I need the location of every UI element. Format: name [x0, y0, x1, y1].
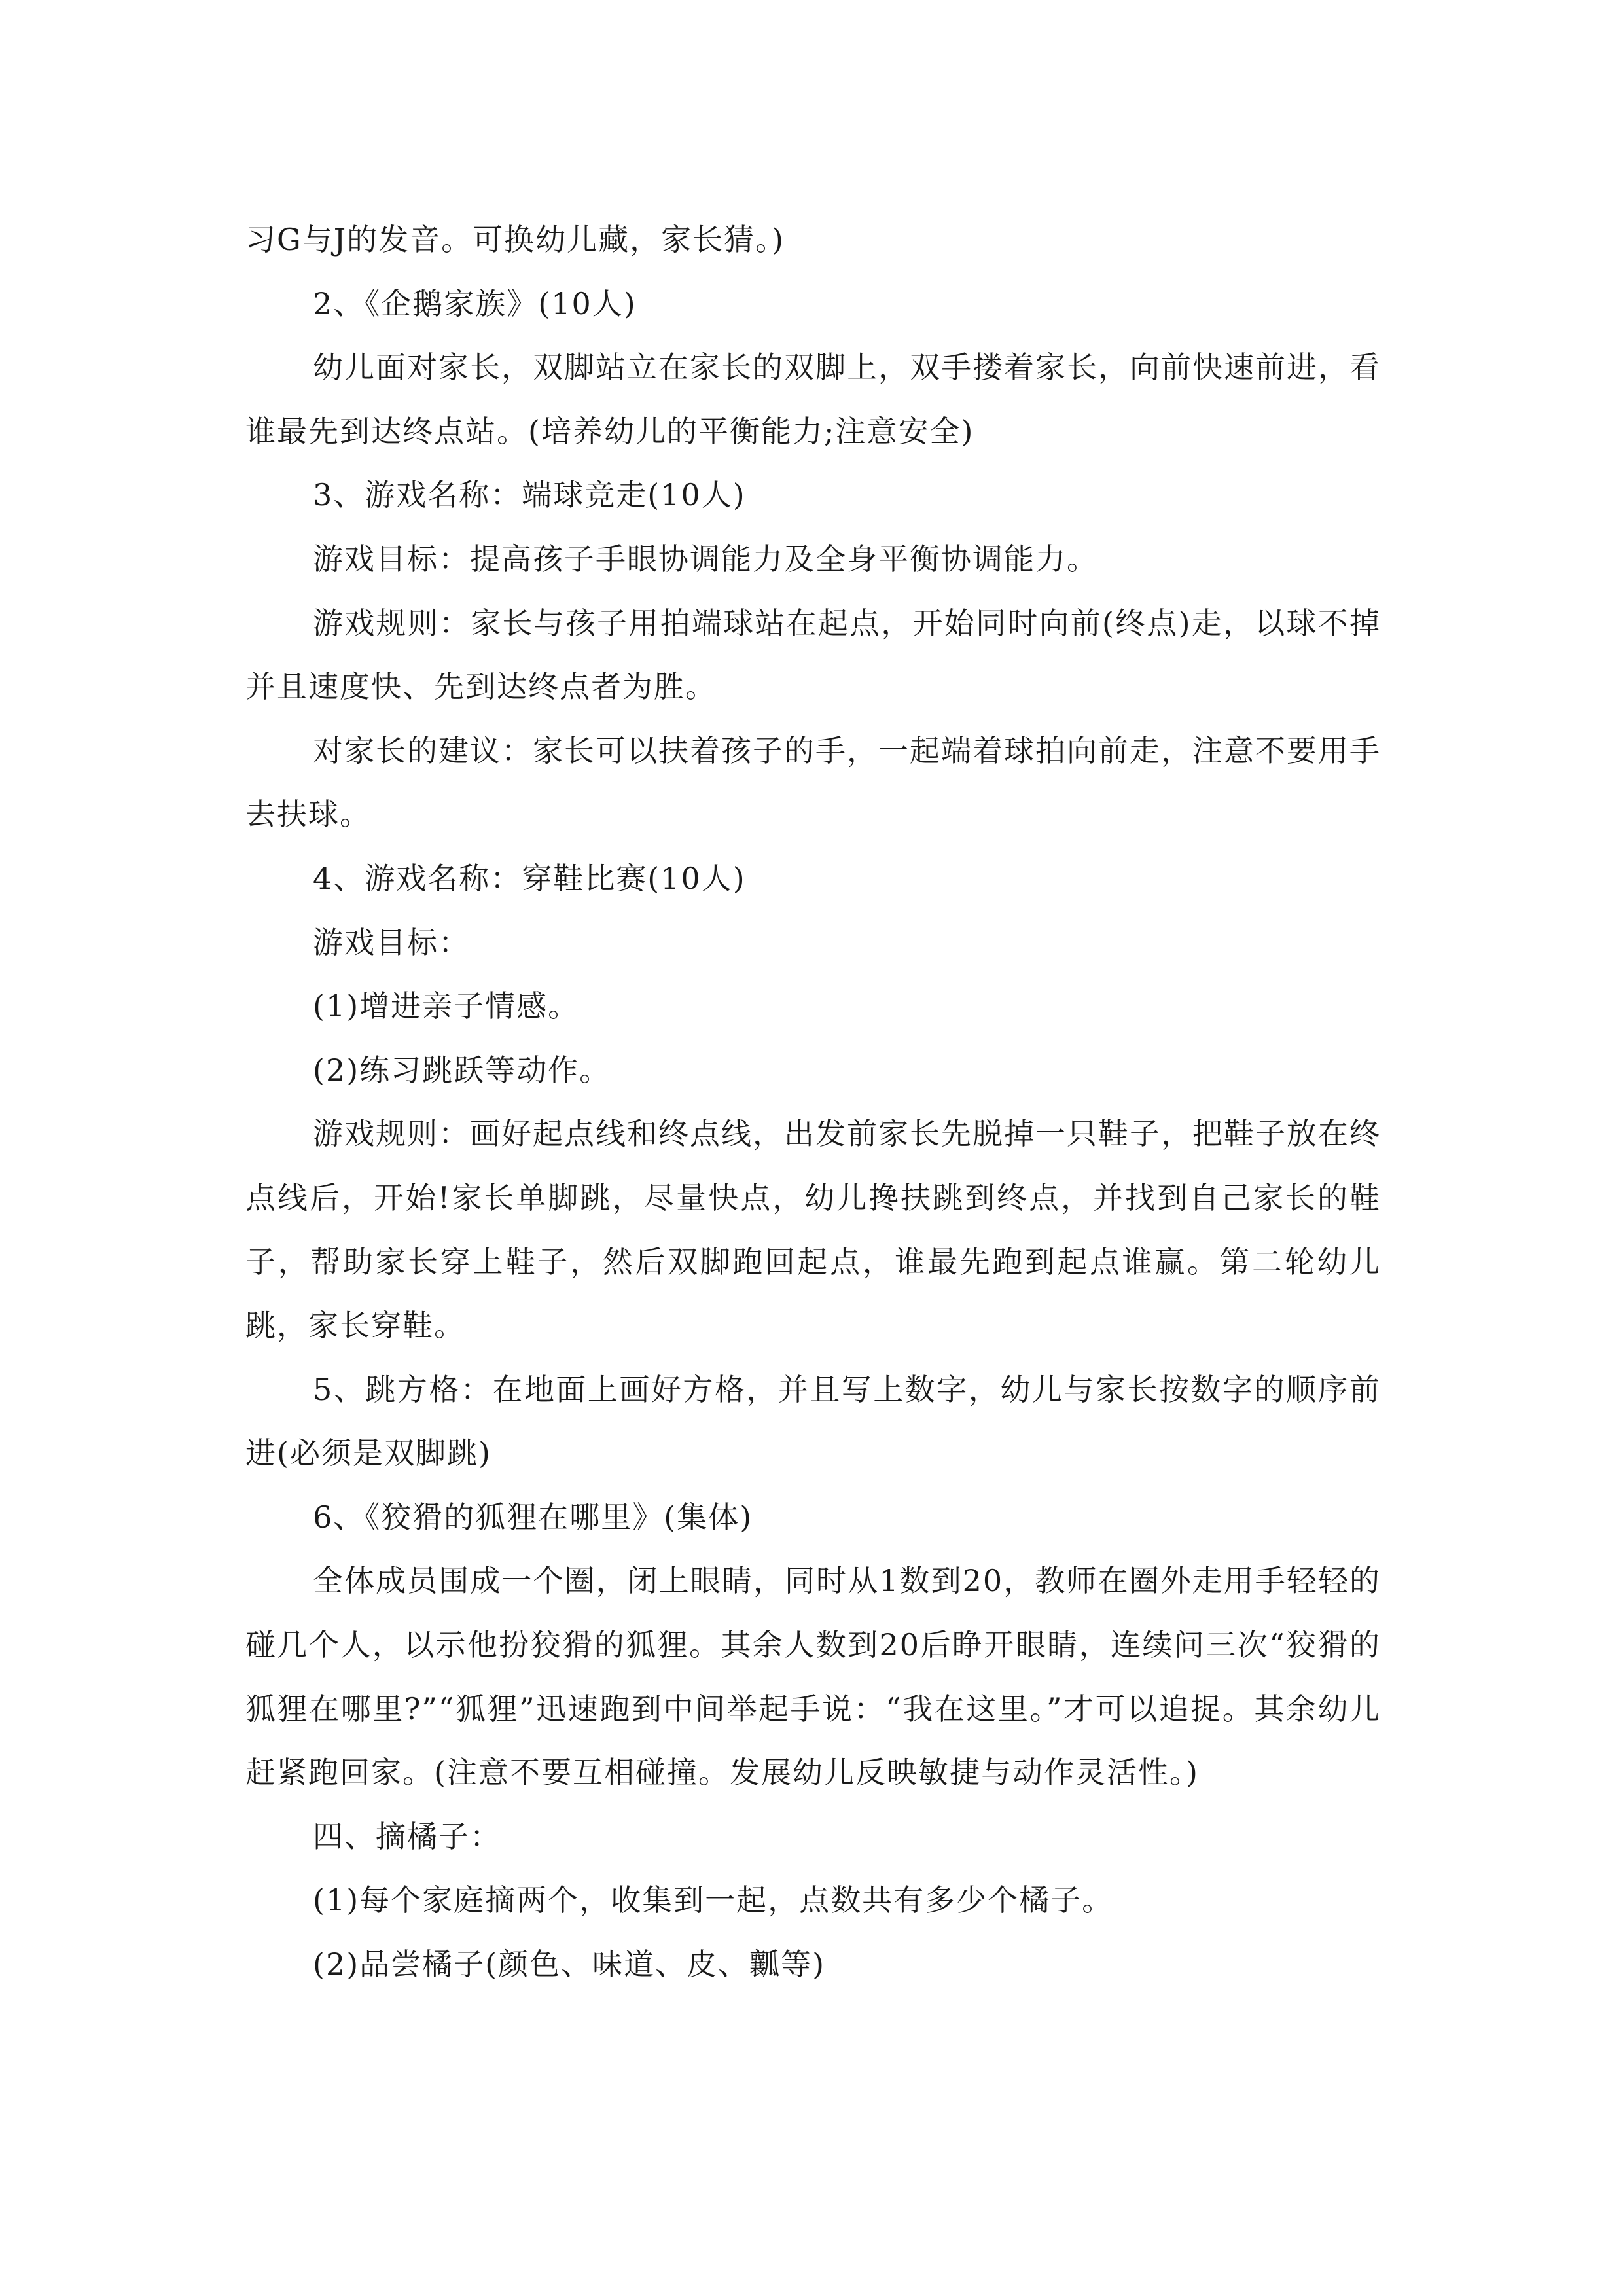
game-6-description: 全体成员围成一个圈，闭上眼睛，同时从1数到20，教师在圈外走用手轻轻的碰几个人，以示他扮狡猾的狐狸。其余人数到20后睁开眼睛，连续问三次“狡猾的狐狸在哪里?”“狐狸”迅速跑到中间举起手说：“我在这里。”才可以追捉。其余幼儿赶紧跑回家。(注意不要互相碰撞。发展幼儿反映敏捷与动作灵活性。) — [245, 1563, 1381, 1791]
game-5-description: 5、跳方格：在地面上画好方格，并且写上数字，幼儿与家长按数字的顺序前进(必须是双脚跳) — [245, 1371, 1381, 1471]
game-2-title: 2、《企鹅家族》(10人) — [313, 285, 637, 321]
game-6-title: 6、《狡猾的狐狸在哪里》(集体) — [313, 1499, 753, 1535]
game-4-title: 4、游戏名称：穿鞋比赛(10人) — [313, 860, 746, 896]
game-3-parent-advice: 对家长的建议：家长可以扶着孩子的手，一起端着球拍向前走，注意不要用手去扶球。 — [245, 732, 1381, 833]
game-3-goal: 游戏目标：提高孩子手眼协调能力及全身平衡协调能力。 — [313, 541, 1098, 577]
game-4-rules: 游戏规则：画好起点线和终点线，出发前家长先脱掉一只鞋子，把鞋子放在终点线后，开始!家长单脚跳，尽量快点，幼儿搀扶跳到终点，并找到自己家长的鞋子，帮助家长穿上鞋子，然后双脚跑回起点，谁最先跑到起点谁赢。第二轮幼儿跳，家长穿鞋。 — [245, 1116, 1381, 1344]
section-4-heading: 四、摘橘子： — [313, 1818, 501, 1854]
game-2-description: 幼儿面对家长，双脚站立在家长的双脚上，双手搂着家长，向前快速前进，看谁最先到达终点站。(培养幼儿的平衡能力;注意安全) — [245, 350, 1381, 449]
section-4-item-2: (2)品尝橘子(颜色、味道、皮、瓤等) — [313, 1946, 826, 1982]
game-4-goal-item-1: (1)增进亲子情感。 — [313, 988, 580, 1024]
paragraph-continuation: 习G与J的发音。可换幼儿藏，家长猜。) — [245, 222, 785, 257]
document-body — [245, 208, 1381, 1997]
game-4-goal-heading: 游戏目标： — [313, 924, 470, 960]
game-3-rules: 游戏规则：家长与孩子用拍端球站在起点，开始同时向前(终点)走，以球不掉并且速度快、先到达终点者为胜。 — [245, 605, 1381, 705]
game-3-title: 3、游戏名称：端球竞走(10人) — [313, 477, 746, 513]
section-4-item-1: (1)每个家庭摘两个，收集到一起，点数共有多少个橘子。 — [313, 1882, 1114, 1918]
game-4-goal-item-2: (2)练习跳跃等动作。 — [313, 1052, 611, 1088]
